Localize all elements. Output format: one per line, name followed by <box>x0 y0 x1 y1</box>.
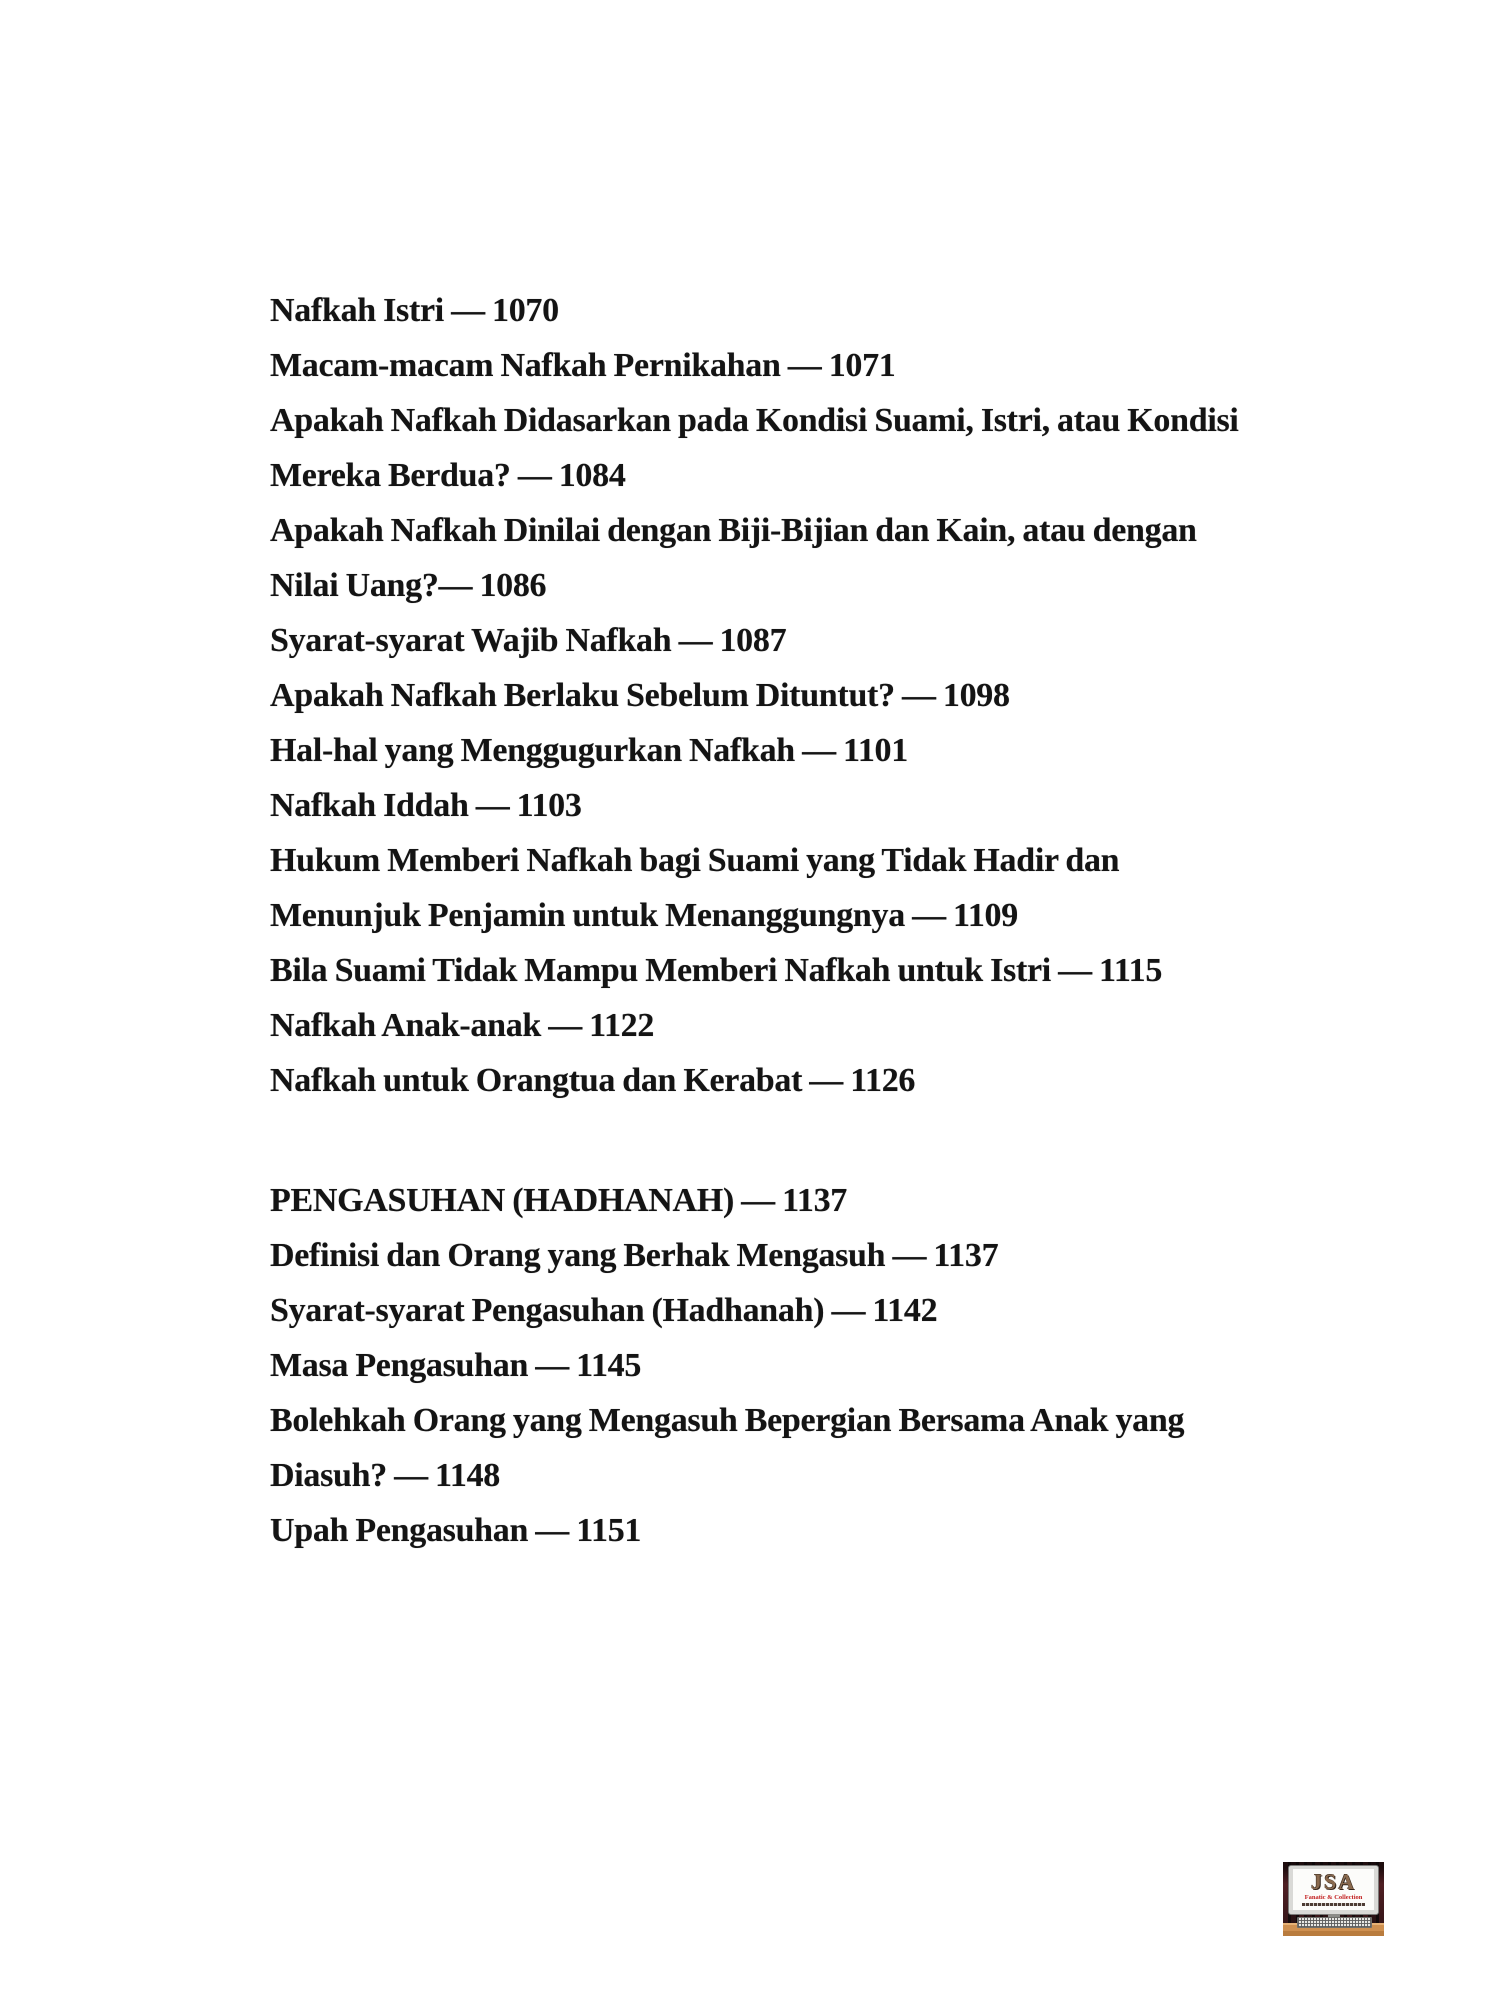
toc-line: Apakah Nafkah Berlaku Sebelum Dituntut? — 1098 <box>270 677 1010 714</box>
toc-block <box>270 1173 1330 1558</box>
toc-block <box>270 283 1330 1108</box>
toc-line: Hukum Memberi Nafkah bagi Suami yang Tidak Hadir dan <box>270 842 1120 879</box>
toc-line: Upah Pengasuhan — 1151 <box>270 1512 642 1549</box>
monitor-icon <box>1288 1865 1379 1915</box>
logo-title: JSA <box>1310 1869 1357 1894</box>
jsa-watermark-logo <box>1283 1862 1384 1936</box>
toc-line: Mereka Berdua? — 1084 <box>270 457 626 494</box>
toc-line: Apakah Nafkah Dinilai dengan Biji-Bijian dan Kain, atau dengan <box>270 512 1197 549</box>
toc-line: Menunjuk Penjamin untuk Menanggungnya — 1109 <box>270 897 1018 934</box>
toc-line: Nilai Uang?— 1086 <box>270 567 547 604</box>
table-of-contents <box>270 283 1330 1558</box>
toc-line: Bila Suami Tidak Mampu Memberi Nafkah untuk Istri — 1115 <box>270 952 1163 989</box>
toc-line: Syarat-syarat Pengasuhan (Hadhanah) — 1142 <box>270 1292 938 1329</box>
logo-fineprint-line <box>1302 1903 1365 1906</box>
logo-subtitle: Fanatic & Collection <box>1304 1894 1363 1901</box>
toc-line: Bolehkah Orang yang Mengasuh Bepergian Bersama Anak yang <box>270 1402 1185 1439</box>
toc-line: Apakah Nafkah Didasarkan pada Kondisi Suami, Istri, atau Kondisi <box>270 402 1239 439</box>
monitor-screen <box>1293 1869 1374 1910</box>
toc-line: Definisi dan Orang yang Berhak Mengasuh — 1137 <box>270 1237 999 1274</box>
toc-line: Nafkah Iddah — 1103 <box>270 787 582 824</box>
toc-line: Diasuh? — 1148 <box>270 1457 500 1494</box>
toc-line: Nafkah Anak-anak — 1122 <box>270 1007 655 1044</box>
toc-line: Hal-hal yang Menggugurkan Nafkah — 1101 <box>270 732 908 769</box>
toc-line: Masa Pengasuhan — 1145 <box>270 1347 642 1384</box>
toc-line: Nafkah untuk Orangtua dan Kerabat — 1126 <box>270 1062 916 1099</box>
toc-line: Macam-macam Nafkah Pernikahan — 1071 <box>270 347 896 384</box>
keyboard-icon <box>1297 1917 1372 1928</box>
toc-line: PENGASUHAN (HADHANAH) — 1137 <box>270 1182 847 1219</box>
toc-line: Nafkah Istri — 1070 <box>270 292 559 329</box>
toc-line: Syarat-syarat Wajib Nafkah — 1087 <box>270 622 787 659</box>
